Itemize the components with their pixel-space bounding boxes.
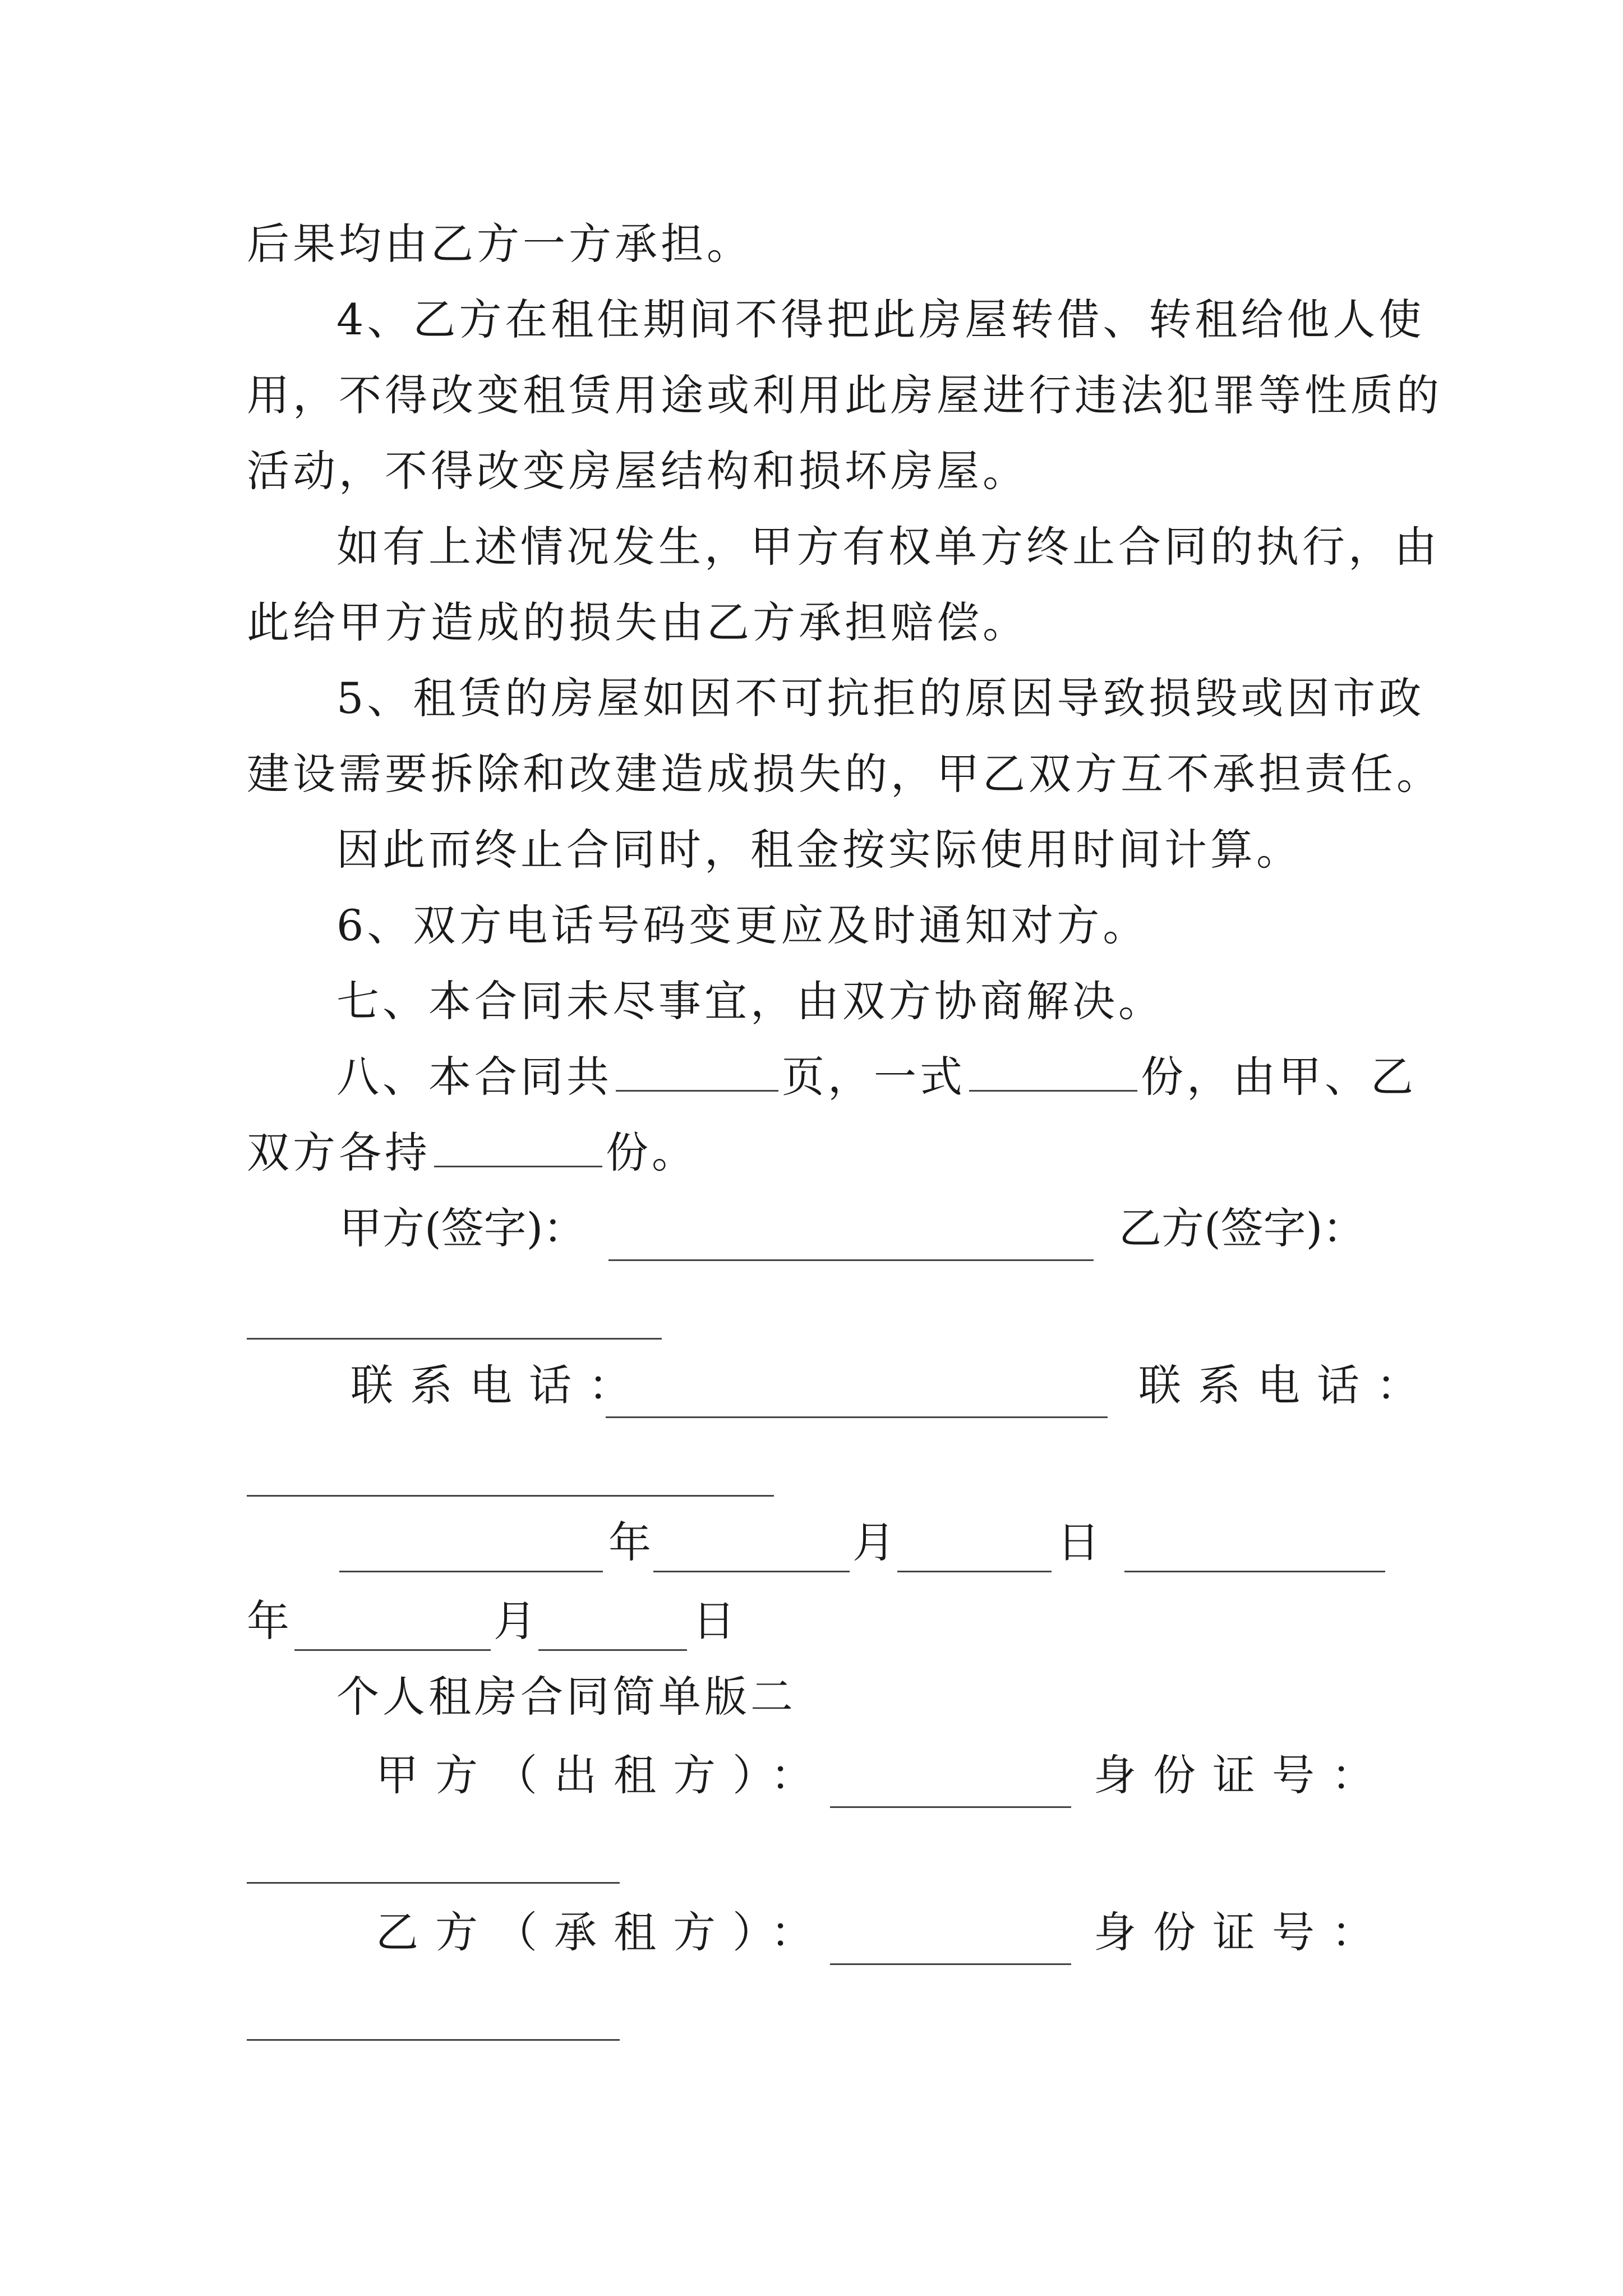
text-line: 后果均由乙方一方承担。 bbox=[247, 219, 753, 269]
party-a-signature-row bbox=[339, 1200, 585, 1257]
clause-8-line bbox=[336, 1049, 1475, 1105]
party-b-signature-row bbox=[1119, 1200, 1365, 1257]
each-copies-blank[interactable] bbox=[434, 1126, 602, 1167]
month-b-field[interactable] bbox=[294, 1649, 491, 1651]
clause-8-text: 份，由甲、乙 bbox=[1141, 1052, 1417, 1102]
lessor-id-label: 身份证号： bbox=[1094, 1750, 1391, 1800]
lessor-label: 甲方（出租方）： bbox=[376, 1750, 830, 1800]
clause-8-text: 八、本合同共 bbox=[336, 1052, 612, 1102]
clause-8-text: 双方各持 bbox=[247, 1128, 431, 1177]
copies-blank[interactable] bbox=[969, 1051, 1137, 1092]
pages-blank[interactable] bbox=[616, 1051, 778, 1092]
phone-a-row bbox=[351, 1358, 648, 1414]
lessee-id-label: 身份证号： bbox=[1094, 1907, 1391, 1957]
lessor-id-field[interactable] bbox=[247, 1882, 620, 1884]
year-b-label: 年 bbox=[247, 1596, 289, 1646]
day-a-field[interactable] bbox=[897, 1571, 1052, 1572]
text-line: 因此而终止合同时，租金按实际使用时间计算。 bbox=[336, 825, 1302, 875]
day-b-field[interactable] bbox=[538, 1649, 687, 1651]
clause-4-line: 4、乙方在租住期间不得把此房屋转借、转租给他人使 bbox=[336, 295, 1425, 344]
text-line: 用，不得改变租赁用途或利用此房屋进行违法犯罪等性质的 bbox=[247, 370, 1442, 420]
text-line: 此给甲方造成的损失由乙方承担赔偿。 bbox=[247, 597, 1029, 647]
party-a-signature-label: 甲方(签字)： bbox=[339, 1203, 586, 1253]
year-b-field[interactable] bbox=[1124, 1571, 1385, 1572]
lessee-name-field[interactable] bbox=[830, 1963, 1071, 1965]
day-a-label: 日 bbox=[1057, 1517, 1100, 1567]
clause-7-line: 七、本合同未尽事宜，由双方协商解决。 bbox=[336, 976, 1164, 1026]
year-a-field[interactable] bbox=[339, 1571, 603, 1572]
text-line: 建设需要拆除和改建造成损失的，甲乙双方互不承担责任。 bbox=[247, 749, 1442, 799]
text-line: 活动，不得改变房屋结构和损坏房屋。 bbox=[247, 446, 1029, 496]
phone-a-label: 联系电话： bbox=[351, 1360, 648, 1410]
clause-8-line bbox=[247, 1125, 1385, 1181]
month-a-field[interactable] bbox=[653, 1571, 850, 1572]
clause-8-text: 份。 bbox=[606, 1128, 698, 1177]
phone-b-row bbox=[1138, 1358, 1436, 1414]
phone-b-label: 联系电话： bbox=[1138, 1360, 1436, 1410]
clause-6-line: 6、双方电话号码变更应及时通知对方。 bbox=[336, 900, 1149, 950]
second-contract-title: 个人租房合同简单版二 bbox=[336, 1672, 796, 1722]
phone-a-field[interactable] bbox=[606, 1416, 1108, 1418]
lessee-label: 乙方（承租方）： bbox=[376, 1907, 830, 1957]
clause-5-line: 5、租赁的房屋如因不可抗拒的原因导致损毁或因市政 bbox=[336, 673, 1425, 723]
month-a-label: 月 bbox=[852, 1517, 895, 1567]
party-b-signature-field[interactable] bbox=[247, 1338, 662, 1340]
party-a-signature-field[interactable] bbox=[608, 1259, 1094, 1261]
lessor-name-field[interactable] bbox=[830, 1806, 1071, 1808]
year-a-label: 年 bbox=[608, 1517, 651, 1567]
month-b-label: 月 bbox=[494, 1596, 536, 1646]
phone-b-field[interactable] bbox=[247, 1495, 774, 1497]
party-b-signature-label: 乙方(签字)： bbox=[1119, 1203, 1366, 1253]
lessee-id-field[interactable] bbox=[247, 2039, 620, 2041]
text-line: 如有上述情况发生，甲方有权单方终止合同的执行，由 bbox=[336, 522, 1440, 572]
clause-8-text: 页，一式 bbox=[782, 1052, 966, 1102]
day-b-label: 日 bbox=[693, 1596, 735, 1646]
